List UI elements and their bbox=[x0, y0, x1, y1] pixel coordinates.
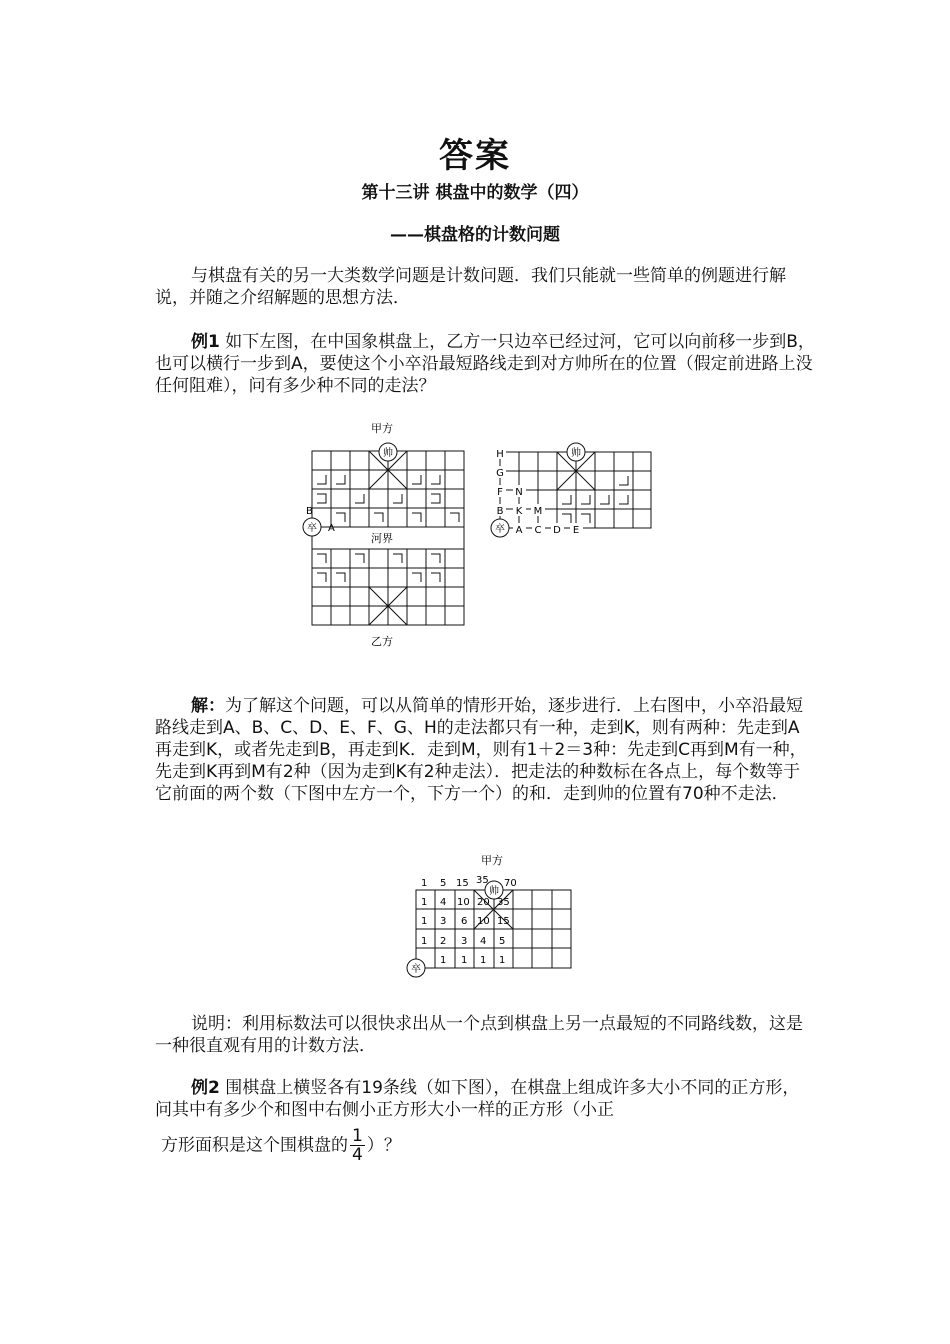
left-zu-label: 卒 bbox=[307, 523, 317, 534]
top-number: 70 bbox=[504, 878, 517, 889]
intro-paragraph bbox=[155, 265, 815, 309]
path-diagram-figure bbox=[486, 438, 656, 542]
cell-number: 1 bbox=[461, 955, 468, 966]
label-m: M bbox=[533, 506, 543, 517]
count-top-label: 甲方 bbox=[481, 854, 503, 867]
left-top-label: 甲方 bbox=[371, 422, 393, 435]
cell-number: 10 bbox=[457, 897, 470, 908]
count-shuai-label: 帅 bbox=[489, 886, 499, 897]
label-k: K bbox=[515, 506, 523, 517]
left-bottom-label: 乙方 bbox=[371, 635, 393, 648]
example2-text: 围棋盘上横竖各有19条线（如下图），在棋盘上组成许多大小不同的正方形，问其中有多少个和图中右侧小正方形大小一样的正方形（小正 bbox=[155, 1078, 800, 1120]
cell-number: 1 bbox=[421, 936, 428, 947]
solution-label: 解： bbox=[191, 696, 225, 716]
label-e: E bbox=[572, 525, 580, 536]
label-a: A bbox=[515, 525, 523, 536]
label-b: B bbox=[496, 506, 504, 517]
example2-text-end: ）？ bbox=[366, 1135, 401, 1156]
cell-number: 3 bbox=[440, 916, 447, 927]
fraction-denominator: 4 bbox=[352, 1145, 363, 1165]
left-shuai-label: 帅 bbox=[383, 448, 393, 459]
label-h: H bbox=[496, 449, 504, 460]
note-paragraph bbox=[155, 1013, 815, 1057]
label-f: F bbox=[497, 487, 503, 498]
intro-text: 与棋盘有关的另一大类数学问题是计数问题．我们只能就一些简单的例题进行解说，并随之介绍解题的思想方法． bbox=[155, 266, 786, 308]
topic-title: ——棋盘格的计数问题 bbox=[390, 225, 560, 245]
example2-text-line3: 方形面积是这个围棋盘的 bbox=[161, 1135, 348, 1156]
cell-number: 4 bbox=[480, 936, 487, 947]
example1-label: 例1 bbox=[191, 332, 220, 352]
solution-text: 为了解这个问题，可以从简单的情形开始，逐步进行．上右图中，小卒沿最短路线走到A、B、C、D、E、F、G、H的走法都只有一种，走到K，则有两种：先走到A再走到K，或者先走到B，再走到K．走到M，则有1＋2＝3种：先走到C再到M有一种，先走到K再到M有2种（因为走到K有2种走法）．把走法的种数标在各点上，每个数等于它前面的两个数（下图中左方一个，下方一个）的和．走到帅的位置有70种不走法． bbox=[155, 696, 807, 804]
cell-number: 35 bbox=[497, 897, 510, 908]
cell-number: 15 bbox=[497, 916, 510, 927]
top-number: 5 bbox=[440, 878, 447, 889]
cell-number: 3 bbox=[461, 936, 468, 947]
cell-number: 1 bbox=[499, 955, 506, 966]
label-c: C bbox=[534, 525, 542, 536]
page-title: 答案 bbox=[439, 136, 511, 176]
count-zu-label: 卒 bbox=[411, 964, 421, 975]
cell-number: 20 bbox=[477, 897, 490, 908]
cell-number: 6 bbox=[461, 916, 468, 927]
example1-paragraph bbox=[155, 331, 815, 397]
label-n: N bbox=[515, 487, 523, 498]
xiangqi-board-figure bbox=[296, 415, 476, 651]
cell-number: 2 bbox=[440, 936, 447, 947]
label-d: D bbox=[553, 525, 561, 536]
left-label-b: B bbox=[306, 506, 313, 517]
cell-numbers bbox=[421, 897, 510, 966]
example2-paragraph bbox=[155, 1077, 815, 1164]
example2-label: 例2 bbox=[191, 1078, 220, 1098]
cell-number: 4 bbox=[440, 897, 447, 908]
top-number: 35 bbox=[476, 875, 489, 886]
note-text: 说明：利用标数法可以很快求出从一个点到棋盘上另一点最短的不同路线数，这是一种很直观有用的计数方法． bbox=[155, 1014, 803, 1056]
label-g: G bbox=[496, 468, 504, 479]
fraction bbox=[350, 1127, 365, 1164]
cell-number: 5 bbox=[499, 936, 506, 947]
river-label: 河界 bbox=[371, 532, 393, 545]
right-shuai-label: 帅 bbox=[571, 448, 581, 459]
cell-number: 1 bbox=[480, 955, 487, 966]
lecture-title: 第十三讲 棋盘中的数学（四） bbox=[361, 183, 589, 203]
fraction-numerator: 1 bbox=[352, 1126, 363, 1146]
cell-number: 10 bbox=[477, 916, 490, 927]
cell-number: 1 bbox=[440, 955, 447, 966]
top-number: 15 bbox=[456, 878, 469, 889]
cell-number: 1 bbox=[421, 897, 428, 908]
left-label-a: A bbox=[328, 523, 335, 534]
cell-number: 1 bbox=[421, 916, 428, 927]
example1-text: 如下左图，在中国象棋盘上，乙方一只边卒已经过河，它可以向前移一步到B，也可以横行一步到A，要使这个小卒沿最短路线走到对方帅所在的位置（假定前进路上没任何阻难），问有多少种不同的走法？ bbox=[155, 332, 815, 396]
path-count-figure bbox=[400, 848, 580, 978]
solution-paragraph bbox=[155, 695, 815, 805]
top-number: 1 bbox=[421, 878, 428, 889]
right-zu-label: 卒 bbox=[495, 524, 505, 535]
